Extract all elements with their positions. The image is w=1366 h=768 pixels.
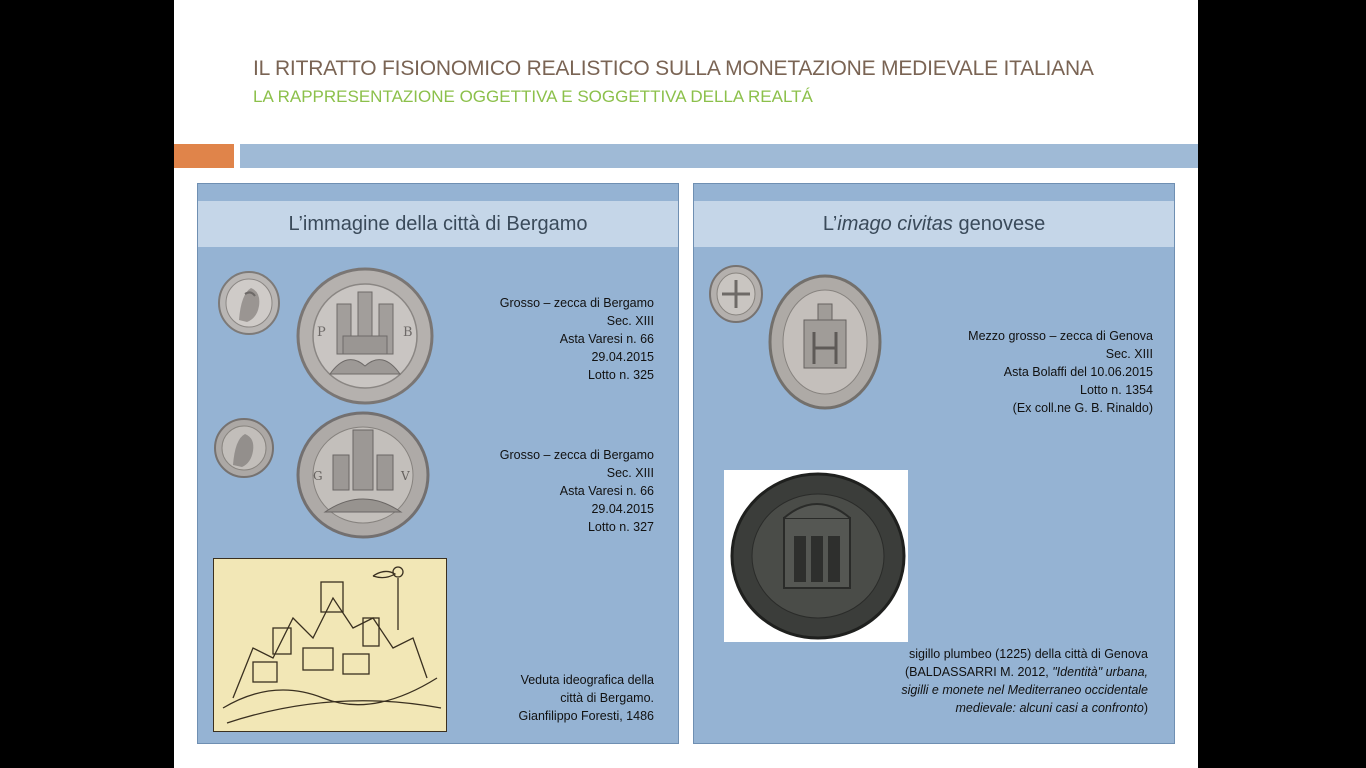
caption-line: Lotto n. 325 bbox=[587, 368, 654, 382]
caption-lead-seal bbox=[901, 645, 1148, 717]
coin-bergamo-325-reverse bbox=[295, 266, 435, 406]
caption-line: Grosso – zecca di Bergamo bbox=[499, 448, 654, 462]
caption-line bbox=[901, 663, 1148, 681]
caption-line: Lotto n. 1354 bbox=[1080, 383, 1153, 397]
panel-genova-header bbox=[694, 201, 1174, 247]
panel-bergamo bbox=[197, 183, 679, 744]
woodcut-bergamo-view bbox=[213, 558, 447, 732]
coin-genova-reverse bbox=[768, 274, 882, 410]
header-suffix: genovese bbox=[952, 213, 1046, 235]
caption-line: Sec. XIII bbox=[1105, 347, 1153, 361]
accent-bar-orange bbox=[174, 144, 234, 168]
caption-text-italic: "Identità" urbana, bbox=[1052, 665, 1148, 679]
lead-seal-genova bbox=[724, 470, 908, 642]
caption-line bbox=[901, 699, 1148, 717]
header-italic: imago civitas bbox=[837, 213, 953, 235]
caption-line: Sec. XIII bbox=[606, 314, 654, 328]
panel-genova bbox=[693, 183, 1175, 744]
svg-text:V: V bbox=[401, 469, 410, 483]
caption-coin-325 bbox=[500, 294, 654, 384]
panel-bergamo-header: L’immagine della città di Bergamo bbox=[198, 201, 678, 247]
svg-text:G: G bbox=[313, 469, 323, 483]
coin-bergamo-327-reverse bbox=[295, 410, 431, 540]
coin-bergamo-327-obverse bbox=[213, 417, 275, 479]
caption-coin-327 bbox=[500, 446, 654, 536]
coin-genova-obverse bbox=[708, 264, 764, 324]
svg-text:B: B bbox=[403, 325, 413, 340]
svg-text:P: P bbox=[317, 325, 326, 340]
slide-title: IL RITRATTO FISIONOMICO REALISTICO SULLA MONETAZIONE MEDIEVALE ITALIANA bbox=[253, 57, 1094, 80]
accent-bar-blue bbox=[240, 144, 1198, 168]
caption-line: Asta Bolaffi del 10.06.2015 bbox=[1003, 365, 1153, 379]
caption-line: sigillo plumbeo (1225) della città di Genova bbox=[908, 647, 1148, 661]
slide-subtitle: LA RAPPRESENTAZIONE OGGETTIVA E SOGGETTIVA DELLA REALTÁ bbox=[253, 87, 813, 106]
caption-mezzo-grosso bbox=[968, 327, 1153, 417]
caption-line: Lotto n. 327 bbox=[587, 520, 654, 534]
caption-woodcut bbox=[519, 671, 655, 725]
slide bbox=[174, 0, 1198, 768]
coin-bergamo-325-obverse bbox=[217, 270, 281, 336]
caption-text-italic: medievale: alcuni casi a confronto bbox=[955, 701, 1144, 715]
caption-line: Grosso – zecca di Bergamo bbox=[499, 296, 654, 310]
caption-line: (Ex coll.ne G. B. Rinaldo) bbox=[1012, 401, 1153, 415]
caption-line: 29.04.2015 bbox=[591, 350, 654, 364]
caption-text: (BALDASSARRI M. 2012, bbox=[904, 665, 1053, 679]
caption-line: Asta Varesi n. 66 bbox=[559, 484, 654, 498]
caption-line: Mezzo grosso – zecca di Genova bbox=[968, 329, 1153, 343]
caption-line: 29.04.2015 bbox=[591, 502, 654, 516]
caption-line: Gianfilippo Foresti, 1486 bbox=[518, 709, 654, 723]
caption-line: sigilli e monete nel Mediterraneo occidentale bbox=[901, 683, 1148, 697]
caption-text: ) bbox=[1143, 701, 1148, 715]
header-prefix: L’ bbox=[822, 213, 838, 235]
caption-line: Sec. XIII bbox=[606, 466, 654, 480]
caption-line: Asta Varesi n. 66 bbox=[559, 332, 654, 346]
caption-line: città di Bergamo. bbox=[560, 691, 654, 705]
caption-line: Veduta ideografica della bbox=[520, 673, 654, 687]
